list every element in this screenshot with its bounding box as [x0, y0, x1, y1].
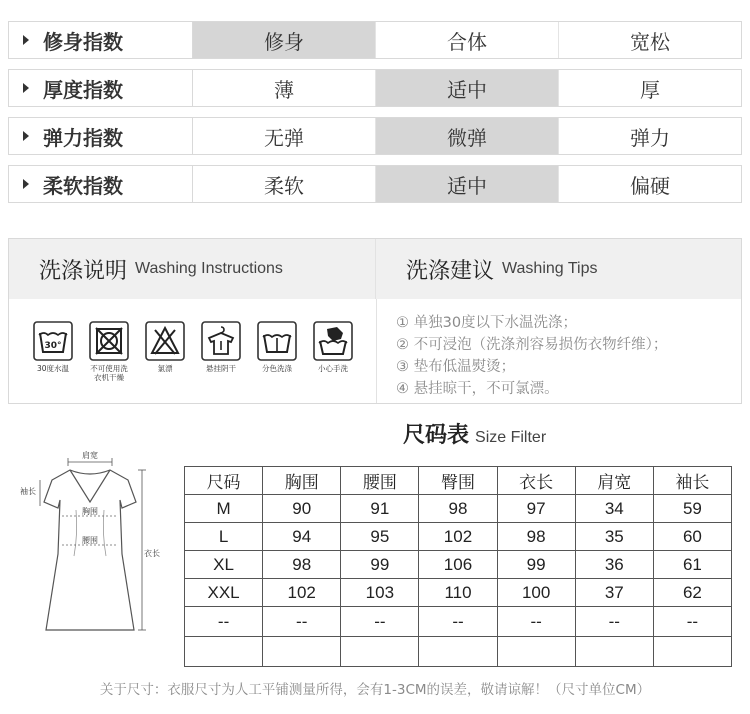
- index-row-thickness: [8, 69, 742, 107]
- washing-instructions-header: [9, 239, 376, 299]
- index-option: 微弹: [376, 118, 559, 154]
- table-cell: 62: [653, 579, 731, 607]
- header-cell: 腰围: [341, 467, 419, 495]
- table-cell: 34: [575, 495, 653, 523]
- table-cell: 99: [341, 551, 419, 579]
- svg-text:30°: 30°: [44, 341, 62, 351]
- table-cell: 97: [497, 495, 575, 523]
- index-label: 修身指数: [9, 22, 193, 58]
- table-cell: [419, 637, 497, 667]
- table-cell: 61: [653, 551, 731, 579]
- caret-right-icon: [23, 35, 29, 45]
- index-option: 宽松: [630, 29, 670, 54]
- header-cell: 袖长: [653, 467, 731, 495]
- header-cell: 臀围: [419, 467, 497, 495]
- washing-tips-title: 洗涤建议: [406, 258, 495, 284]
- index-option: 弹力: [630, 125, 670, 150]
- table-cell: --: [185, 607, 263, 637]
- table-cell: XXL: [185, 579, 263, 607]
- washing-tips-header: [376, 239, 741, 299]
- table-cell: 102: [263, 579, 341, 607]
- washing-tip: ③ 垫布低温熨烫；: [396, 359, 516, 375]
- table-cell: 100: [497, 579, 575, 607]
- icon-caption: 分色洗涤: [262, 364, 292, 373]
- care-icons: [31, 321, 361, 381]
- separate-wash-icon: [255, 321, 299, 373]
- index-option: 合体: [376, 22, 559, 58]
- table-cell: 37: [575, 579, 653, 607]
- washing-tips-title-en: Washing Tips: [502, 260, 598, 277]
- icon-caption: 悬挂阴干: [206, 364, 236, 373]
- table-cell: --: [263, 607, 341, 637]
- header-cell: 肩宽: [575, 467, 653, 495]
- table-cell: --: [341, 607, 419, 637]
- table-row: [185, 607, 732, 637]
- table-cell: --: [497, 607, 575, 637]
- caret-right-icon: [23, 83, 29, 93]
- shoulder-label: 肩宽: [82, 451, 98, 460]
- table-cell: 59: [653, 495, 731, 523]
- index-option: 无弹: [193, 118, 376, 154]
- caret-right-icon: [23, 131, 29, 141]
- table-cell: [185, 637, 263, 667]
- divider: [376, 299, 377, 403]
- waist-label: 腰围: [82, 536, 98, 545]
- size-table-header: [185, 467, 732, 495]
- table-cell: L: [185, 523, 263, 551]
- index-row-elasticity: [8, 117, 742, 155]
- table-cell: 90: [263, 495, 341, 523]
- table-row: [185, 579, 732, 607]
- table-row: [185, 523, 732, 551]
- caret-right-icon: [23, 179, 29, 189]
- table-cell: --: [575, 607, 653, 637]
- washing-tip: ④ 悬挂晾干，不可氯漂。: [396, 381, 559, 397]
- size-table: [184, 466, 732, 667]
- dress-diagram: [0, 444, 180, 644]
- washing-instructions-title-en: Washing Instructions: [135, 260, 283, 277]
- washing-tip: ② 不可浸泡（洗涤剂容易损伤衣物纤维）；: [396, 337, 668, 353]
- washing-instructions-title: 洗涤说明: [39, 258, 128, 284]
- index-option: 厚: [640, 77, 660, 102]
- table-cell: 102: [419, 523, 497, 551]
- table-cell: 98: [263, 551, 341, 579]
- header-cell: 胸围: [263, 467, 341, 495]
- table-cell: [575, 637, 653, 667]
- index-option: 薄: [193, 70, 376, 106]
- sleeve-label: 袖长: [20, 487, 36, 496]
- icon-caption: 不可使用洗衣机干燥: [90, 364, 128, 382]
- index-option: 柔软: [193, 166, 376, 202]
- washing-tips-list: [396, 312, 736, 400]
- table-cell: 110: [419, 579, 497, 607]
- hang-dry-icon: [199, 321, 243, 373]
- table-cell: 36: [575, 551, 653, 579]
- table-row: [185, 495, 732, 523]
- table-cell: 95: [341, 523, 419, 551]
- table-cell: 106: [419, 551, 497, 579]
- table-cell: [263, 637, 341, 667]
- table-cell: XL: [185, 551, 263, 579]
- index-label: 柔软指数: [9, 166, 193, 202]
- table-cell: --: [419, 607, 497, 637]
- icon-caption: 30度水温: [36, 364, 70, 373]
- length-label: 衣长: [144, 549, 160, 558]
- table-cell: 35: [575, 523, 653, 551]
- chest-label: 胸围: [82, 507, 98, 516]
- table-cell: [653, 637, 731, 667]
- table-cell: [341, 637, 419, 667]
- index-option: 修身: [193, 22, 376, 58]
- table-cell: 98: [419, 495, 497, 523]
- header-cell: 衣长: [497, 467, 575, 495]
- index-option: 适中: [376, 70, 559, 106]
- icon-caption: 氯漂: [157, 364, 173, 373]
- index-option: 适中: [376, 166, 559, 202]
- washing-tip: ① 单独30度以下水温洗涤；: [396, 315, 578, 331]
- size-title-zh: 尺码表: [403, 423, 470, 448]
- index-row-softness: [8, 165, 742, 203]
- header-cell: 尺码: [185, 467, 263, 495]
- table-cell: 103: [341, 579, 419, 607]
- index-label: 厚度指数: [9, 70, 193, 106]
- table-cell: M: [185, 495, 263, 523]
- index-row-fit: [8, 21, 742, 59]
- size-title-en: Size Filter: [475, 429, 547, 446]
- size-note: 关于尺寸：衣服尺寸为人工平铺测量所得，会有1-3CM的误差，敬请谅解！（尺寸单位CM）: [99, 682, 651, 698]
- table-row: [185, 551, 732, 579]
- table-cell: 94: [263, 523, 341, 551]
- no-bleach-icon: [143, 321, 187, 373]
- table-cell: 99: [497, 551, 575, 579]
- hand-wash-icon: [311, 321, 355, 373]
- table-cell: [497, 637, 575, 667]
- table-cell: 60: [653, 523, 731, 551]
- table-row: [185, 637, 732, 667]
- index-label: 弹力指数: [9, 118, 193, 154]
- size-chart-title: [403, 418, 546, 449]
- table-cell: --: [653, 607, 731, 637]
- table-cell: 91: [341, 495, 419, 523]
- index-option: 偏硬: [630, 173, 670, 198]
- no-tumble-dry-icon: [87, 321, 131, 382]
- icon-caption: 小心手洗: [318, 364, 348, 373]
- wash-30-icon: [31, 321, 75, 373]
- table-cell: 98: [497, 523, 575, 551]
